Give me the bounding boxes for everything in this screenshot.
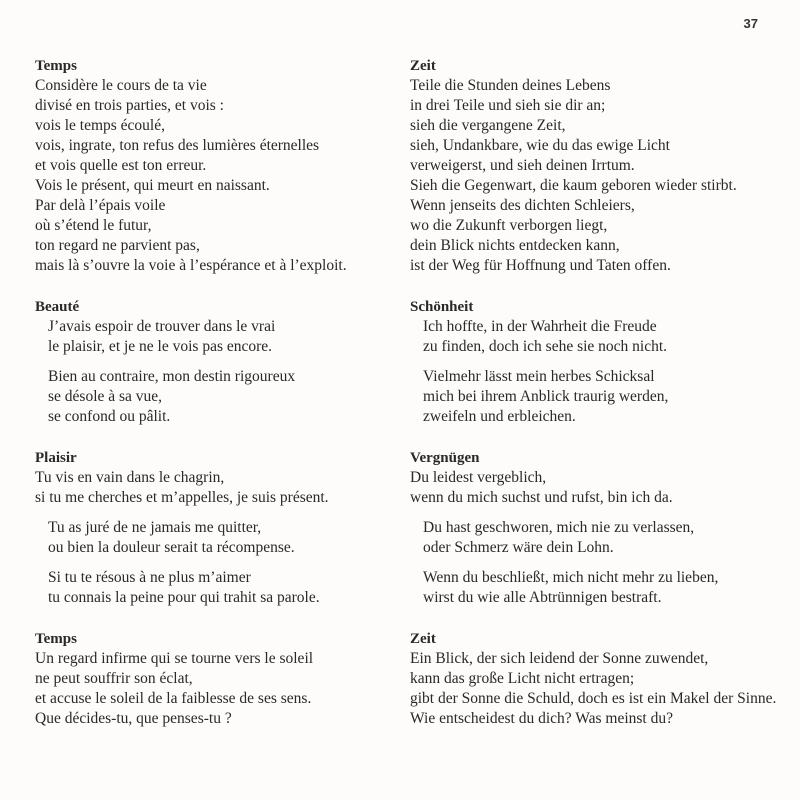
verse-line: wirst du wie alle Abtrünnigen bestraft.	[423, 589, 662, 606]
verse-line: Considère le cours de ta vie	[35, 77, 207, 94]
poem-section	[35, 448, 395, 608]
poem-section	[410, 629, 777, 729]
poem-section	[35, 56, 395, 276]
verse-line: vois, ingrate, ton refus des lumières éternelles	[35, 137, 320, 154]
verse-line: sieh die vergangene Zeit,	[410, 117, 566, 134]
section-heading: Beauté	[35, 299, 80, 315]
stanza	[410, 468, 770, 508]
section-heading: Temps	[35, 58, 77, 74]
verse-line: sieh, Undankbare, wie du das ewige Licht	[410, 137, 670, 154]
verse-line: Wenn du beschließt, mich nicht mehr zu lieben,	[423, 569, 719, 586]
verse-line: Sieh die Gegenwart, die kaum geboren wieder stirbt.	[410, 177, 737, 194]
verse-line: se désole à sa vue,	[48, 388, 163, 405]
verse-line: le plaisir, et je ne le vois pas encore.	[48, 338, 273, 355]
stanza	[410, 367, 770, 427]
verse-line: Tu vis en vain dans le chagrin,	[35, 469, 225, 486]
verse-line: Teile die Stunden deines Lebens	[410, 77, 611, 94]
verse-line: Du hast geschworen, mich nie zu verlassen,	[423, 519, 695, 536]
stanza	[410, 76, 770, 276]
verse-line: Ich hoffte, in der Wahrheit die Freude	[423, 318, 657, 335]
verse-line: Par delà l’épais voile	[35, 197, 166, 214]
verse-line: gibt der Sonne die Schuld, doch es ist ein Makel der Sinne.	[410, 690, 777, 707]
verse-line: ne peut souffrir son éclat,	[35, 670, 193, 687]
verse-line: zweifeln und erbleichen.	[423, 408, 576, 425]
stanza	[35, 367, 395, 427]
verse-line: zu finden, doch ich sehe sie noch nicht.	[423, 338, 668, 355]
stanza	[35, 518, 395, 558]
stanza	[410, 568, 770, 608]
poem-section	[410, 448, 770, 608]
verse-line: mais là s’ouvre la voie à l’espérance et à l’exploit.	[35, 257, 347, 274]
section-heading: Plaisir	[35, 450, 77, 466]
verse-line: dein Blick nichts entdecken kann,	[410, 237, 620, 254]
verse-line: Du leidest vergeblich,	[410, 469, 547, 486]
verse-line: Wie entscheidest du dich? Was meinst du?	[410, 710, 673, 727]
stanza	[35, 568, 395, 608]
verse-line: Wenn jenseits des dichten Schleiers,	[410, 197, 635, 214]
verse-line: Vielmehr lässt mein herbes Schicksal	[423, 368, 655, 385]
section-heading: Schönheit	[410, 299, 474, 315]
verse-line: Ein Blick, der sich leidend der Sonne zuwendet,	[410, 650, 709, 667]
stanza	[410, 317, 770, 357]
verse-line: Que décides-tu, que penses-tu ?	[35, 710, 232, 727]
verse-line: kann das große Licht nicht ertragen;	[410, 670, 635, 687]
poem-section	[35, 629, 395, 729]
stanza	[35, 468, 395, 508]
verse-line: Bien au contraire, mon destin rigoureux	[48, 368, 296, 385]
stanza	[410, 649, 777, 729]
verse-line: et vois quelle est ton erreur.	[35, 157, 207, 174]
section-heading: Zeit	[410, 631, 436, 647]
verse-line: si tu me cherches et m’appelles, je suis présent.	[35, 489, 329, 506]
verse-line: wenn du mich suchst und rufst, bin ich da.	[410, 489, 673, 506]
verse-line: mich bei ihrem Anblick traurig werden,	[423, 388, 669, 405]
verse-line: divisé en trois parties, et vois :	[35, 97, 224, 114]
verse-line: wo die Zukunft verborgen liegt,	[410, 217, 608, 234]
verse-line: se confond ou pâlit.	[48, 408, 171, 425]
section-heading: Temps	[35, 631, 77, 647]
section-heading: Zeit	[410, 58, 436, 74]
page-number: 37	[743, 16, 758, 31]
verse-line: et accuse le soleil de la faiblesse de ses sens.	[35, 690, 312, 707]
section-heading: Vergnügen	[410, 450, 480, 466]
stanza	[35, 317, 395, 357]
german-column	[410, 56, 777, 729]
verse-line: Tu as juré de ne jamais me quitter,	[48, 519, 262, 536]
verse-line: verweigerst, und sieh deinen Irrtum.	[410, 157, 635, 174]
verse-line: tu connais la peine pour qui trahit sa parole.	[48, 589, 320, 606]
stanza	[35, 76, 395, 276]
verse-line: ton regard ne parvient pas,	[35, 237, 200, 254]
verse-line: J’avais espoir de trouver dans le vrai	[48, 318, 276, 335]
verse-line: ist der Weg für Hoffnung und Taten offen.	[410, 257, 671, 274]
verse-line: Vois le présent, qui meurt en naissant.	[35, 177, 270, 194]
poem-section	[410, 56, 770, 276]
verse-line: Si tu te résous à ne plus m’aimer	[48, 569, 251, 586]
poem-section	[410, 297, 770, 427]
verse-line: vois le temps écoulé,	[35, 117, 165, 134]
poem-section	[35, 297, 395, 427]
verse-line: oder Schmerz wäre dein Lohn.	[423, 539, 614, 556]
stanza	[410, 518, 770, 558]
stanza	[35, 649, 395, 729]
verse-line: ou bien la douleur serait ta récompense.	[48, 539, 295, 556]
verse-line: Un regard infirme qui se tourne vers le soleil	[35, 650, 314, 667]
verse-line: in drei Teile und sieh sie dir an;	[410, 97, 606, 114]
french-column	[35, 56, 395, 729]
verse-line: où s’étend le futur,	[35, 217, 152, 234]
